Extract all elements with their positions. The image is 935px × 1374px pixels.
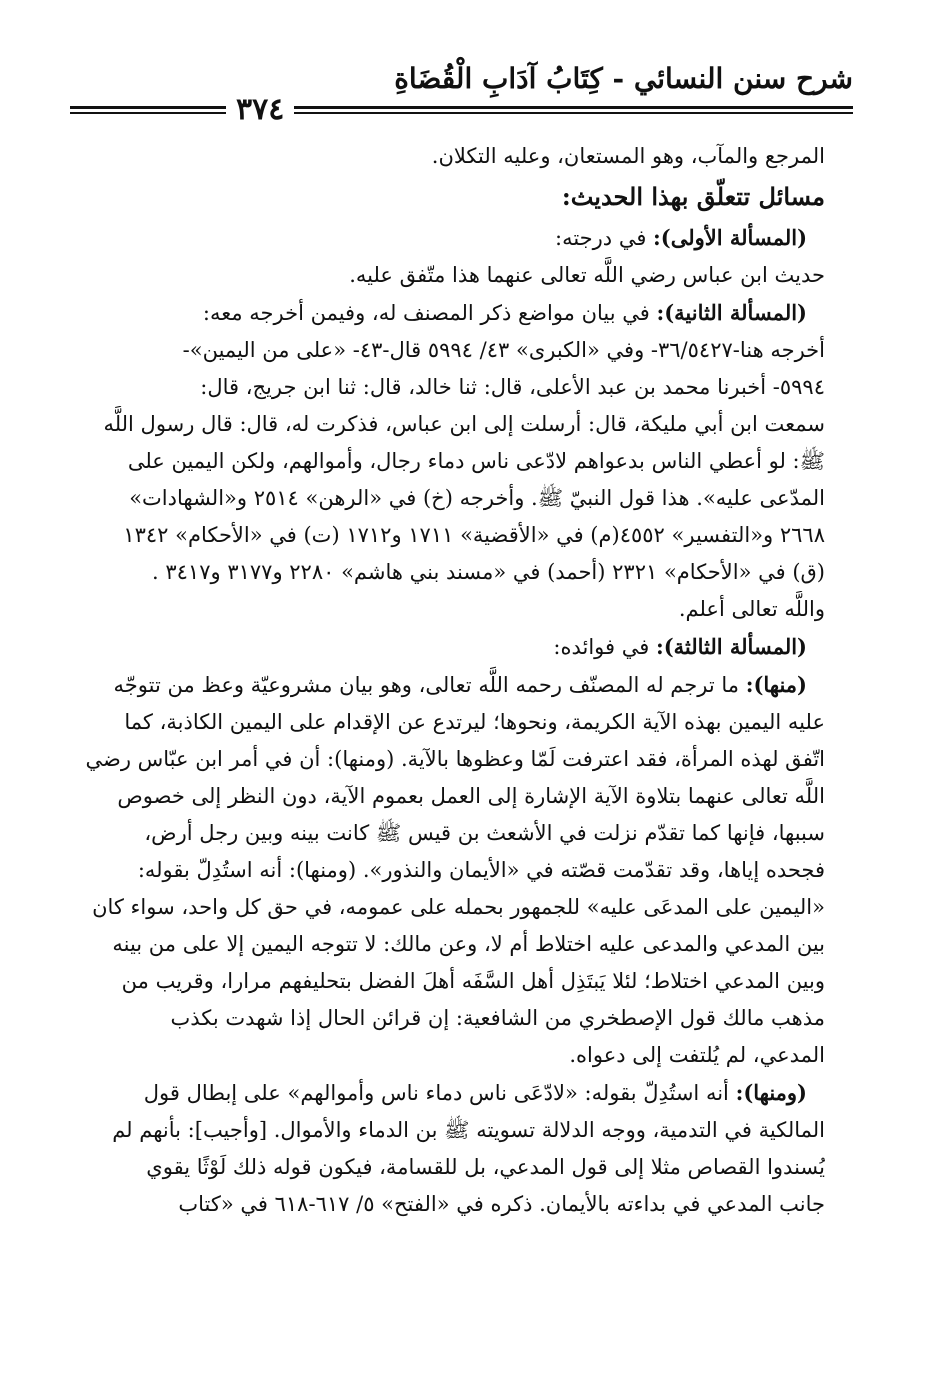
- section-heading: [78, 175, 825, 219]
- line-text: جانب المدعي في بداءته بالأيمان. ذكره في «الفتح» ٥/ ٦١٧-٦١٨ في «كتاب: [178, 1192, 825, 1216]
- text-line: [78, 138, 825, 175]
- line-text: المدّعى عليه». هذا قول النبيّ ﷺ. وأخرجه (خ) في «الرهن» ٢٥١٤ و«الشهادات»: [129, 486, 825, 510]
- line-text: (ق) في «الأحكام» ٢٣٢١ (أحمد) في «مسند بني هاشم» ٢٢٨٠ و٣١٧٧ و٣٤١٧ .: [152, 560, 825, 584]
- text-line: [78, 1149, 825, 1186]
- text-line: [78, 219, 825, 257]
- text-line: [78, 443, 825, 480]
- header-rule: [70, 112, 853, 114]
- line-text: في بيان مواضع ذكر المصنف له، وفيمن أخرجه معه:: [202, 301, 657, 325]
- issue-label: (المسألة الثانية):: [656, 300, 807, 325]
- issue-label: (المسألة الثالثة):: [655, 634, 807, 659]
- line-text: «اليمين على المدعَى عليه» للجمهور بحمله على عمومه، في حق كل واحد، سواء كان: [92, 895, 825, 919]
- line-text: وبين المدعي اختلاط؛ لئلا يَبتَذِل أهل السَّفَه أهلَ الفضل بتحليفهم مرارا، وقريب من: [121, 969, 825, 993]
- body-text: [78, 138, 825, 1223]
- line-text: عليه اليمين بهذه الآية الكريمة، ونحوها؛ ليرتدع عن الإقدام على اليمين الكاذبة، كما: [124, 710, 825, 734]
- line-text: مسائل تتعلّق بهذا الحديث:: [561, 182, 825, 211]
- text-line: [78, 963, 825, 1000]
- line-text: ٢٦٦٨ و«التفسير» ٤٥٥٢(م) في «الأقضية» ١٧١١ و١٧١٢ (ت) في «الأحكام» ١٣٤٢: [123, 523, 825, 547]
- line-text: بين المدعي والمدعى عليه اختلاط أم لا، وعن مالك: لا تتوجه اليمين إلا على من بينه: [112, 932, 825, 956]
- text-line: [78, 778, 825, 815]
- text-line: [78, 666, 825, 704]
- line-text: ما ترجم له المصنّف رحمه اللَّه تعالى، وهو بيان مشروعيّة وعظ من تتوجّه: [113, 673, 746, 697]
- text-line: [78, 406, 825, 443]
- line-text: اللَّه تعالى عنهما بتلاوة الآية الإشارة إلى العمل بعموم الآية، دون النظر إلى خصوص: [117, 784, 825, 808]
- text-line: [78, 1037, 825, 1074]
- text-line: [78, 628, 825, 666]
- line-text: المدعي، لم يُلتفت إلى دعواه.: [569, 1043, 825, 1067]
- line-text: حديث ابن عباس رضي اللَّه تعالى عنهما هذا متّفق عليه.: [349, 263, 825, 287]
- text-line: [78, 517, 825, 554]
- line-text: واللَّه تعالى أعلم.: [678, 597, 825, 621]
- text-line: [78, 369, 825, 406]
- text-line: [78, 1112, 825, 1149]
- text-line: [78, 554, 825, 591]
- text-line: [78, 926, 825, 963]
- line-text: سببها، فإنها كما تقدّم نزلت في الأشعث بن قيس ﷺ كانت بينه وبين رجل أرض،: [144, 821, 825, 845]
- issue-label: (المسألة الأولى):: [653, 225, 807, 250]
- line-text: سمعت ابن أبي مليكة، قال: أرسلت إلى ابن عباس، فذكرت له، قال: قال رسول اللَّه: [103, 412, 825, 436]
- issue-label: (ومنها):: [735, 1080, 807, 1105]
- line-text: يُسندوا القصاص مثلا إلى قول المدعي، بل للقسامة، فيكون قوله ذلك لَوْثًا يقوي: [146, 1155, 825, 1179]
- issue-label: (منها):: [745, 672, 807, 697]
- line-text: اتّفق لهذه المرأة، فقد اعترفت لَمّا وعظوها بالآية. (ومنها): أن في أمر ابن عبّاس رضي: [85, 747, 825, 771]
- line-text: ﷺ: لو أعطي الناس بدعواهم لادّعى ناس دماء رجال، وأموالهم، ولكن اليمين على: [127, 449, 825, 473]
- text-line: [78, 294, 825, 332]
- text-line: [78, 480, 825, 517]
- text-line: [78, 704, 825, 741]
- line-text: مذهب مالك قول الإصطخري من الشافعية: إن قرائن الحال إذا شهدت بكذب: [170, 1006, 825, 1030]
- text-line: [78, 852, 825, 889]
- text-line: [78, 591, 825, 628]
- text-line: [78, 741, 825, 778]
- line-text: في فوائده:: [553, 635, 656, 659]
- line-text: في درجته:: [555, 226, 654, 250]
- line-text: أخرجه هنا-٣٦/٥٤٢٧- وفي «الكبرى» ٤٣/ ٥٩٩٤ قال-٤٣- «على من اليمين»-: [182, 338, 825, 362]
- line-text: ٥٩٩٤- أخبرنا محمد بن عبد الأعلى، قال: ثنا خالد، قال: ثنا ابن جريج، قال:: [200, 375, 825, 399]
- header-rule: [70, 106, 853, 109]
- text-line: [78, 1074, 825, 1112]
- text-line: [78, 1186, 825, 1223]
- text-line: [78, 889, 825, 926]
- running-title: شرح سنن النسائي - كِتَابُ آدَابِ الْقُضَاةِ: [394, 62, 853, 95]
- text-line: [78, 332, 825, 369]
- line-text: فجحده إياها، وقد تقدّمت قصّته في «الأيمان والنذور». (ومنها): أنه استُدِلّ بقوله:: [137, 858, 825, 882]
- line-text: المالكية في التدمية، ووجه الدلالة تسويته ﷺ بن الدماء والأموال. [وأجيب]: بأنهم لم: [112, 1118, 825, 1142]
- line-text: أنه استُدِلّ بقوله: «لادّعَى ناس دماء ناس وأموالهم» على إبطال قول: [143, 1081, 736, 1105]
- line-text: المرجع والمآب، وهو المستعان، وعليه التكلان.: [431, 144, 825, 168]
- text-line: [78, 815, 825, 852]
- text-line: [78, 1000, 825, 1037]
- text-line: [78, 257, 825, 294]
- page-number: ٣٧٤: [226, 92, 294, 127]
